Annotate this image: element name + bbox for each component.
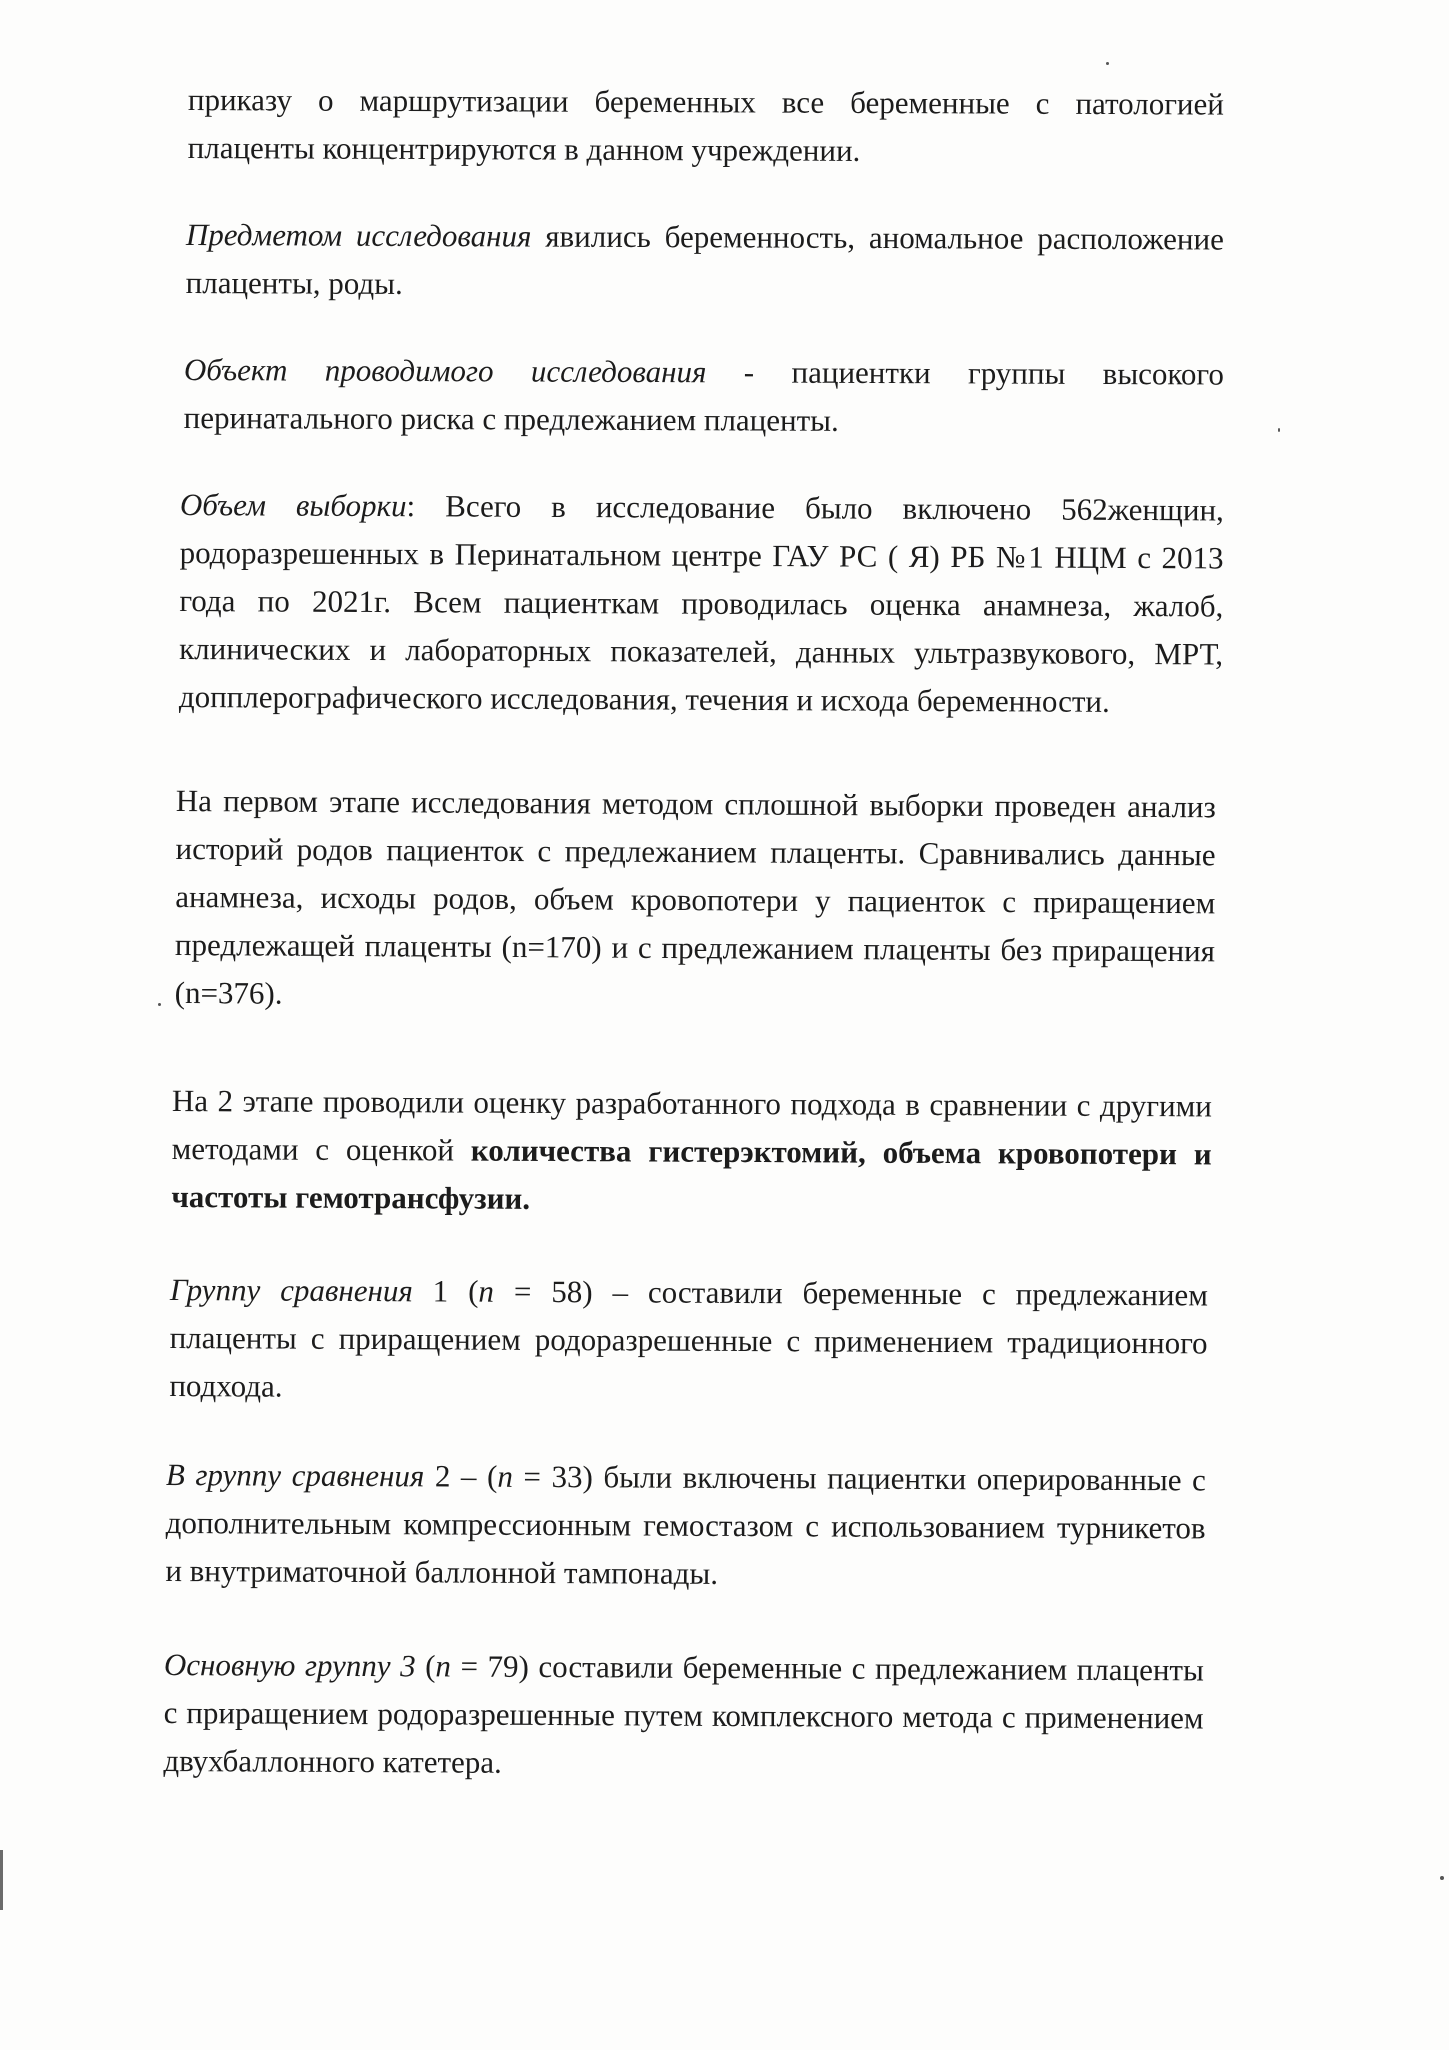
paragraph-comparison-group-1 bbox=[169, 1266, 1208, 1415]
paragraph-stage-one bbox=[175, 777, 1216, 1023]
n-letter: n bbox=[435, 1648, 452, 1684]
object-label: Объект проводимого исследования bbox=[183, 351, 707, 390]
paragraph-text: - пациентки группы высокого перинатального риска с предлежанием плаценты. bbox=[183, 354, 1224, 438]
paragraph-comparison-group-2 bbox=[165, 1451, 1206, 1600]
sample-label: Объем выборки bbox=[179, 486, 407, 524]
paragraph-subject bbox=[186, 211, 1224, 312]
paragraph-text: На первом этапе исследования методом сплошной выборки проведен анализ историй родов пациенток с предлежанием плаценты. Сравнивались данные анамнеза, исходы родов, объем кровопотери у пациенток с приращением предлежащей плаценты (n=170) и с предлежанием плаценты без приращения (n=376). bbox=[174, 782, 1216, 1011]
paragraph-main-group-3 bbox=[163, 1641, 1204, 1790]
scan-speck bbox=[158, 1003, 161, 1006]
scan-speck bbox=[1106, 62, 1109, 65]
paragraph-object bbox=[184, 346, 1224, 447]
scan-speck bbox=[1278, 428, 1280, 432]
scan-edge-mark bbox=[0, 1850, 3, 1910]
paragraph-text: = 33) были включены пациентки оперированные с дополнительным компрессионным гемостазом с использованием турникетов и внутриматочной баллонной тампонады. bbox=[165, 1458, 1206, 1591]
paragraph-text: = 79) составили беременные с предлежанием плаценты с приращением родоразрешенные путем комплексного метода с применением двухбаллонного катетера. bbox=[163, 1648, 1204, 1780]
paragraph-stage-two bbox=[171, 1077, 1212, 1226]
paragraph-text: : Всего в исследование было включено 562женщин, родоразрешенных в Перинатальном центре ГАУ РС ( Я) РБ №1 НЦМ с 2013 года по 2021г. Всем пациенткам проводилась оценка анамнеза, жалоб, клинических и лабораторных показателей, данных ультразвукового, МРТ, допплерографического исследования, течения и исхода беременности. bbox=[178, 488, 1224, 719]
group-label: В группу сравнения bbox=[165, 1456, 425, 1494]
group-number: 2 – ( bbox=[424, 1458, 498, 1494]
group-label: Основную группу 3 bbox=[163, 1646, 416, 1684]
subject-label: Предметом исследования bbox=[185, 216, 532, 254]
paragraph-routing bbox=[188, 76, 1224, 177]
n-letter: n bbox=[478, 1273, 495, 1309]
paragraph-text: = 58) – составили беременные с предлежанием плаценты с приращением родоразрешенные с применением традиционного подхода. bbox=[169, 1273, 1208, 1404]
paragraph-text: На 2 этапе проводили оценку разработанного подхода в сравнении с другими методами с оценкой bbox=[171, 1082, 1212, 1168]
paragraph-sample-size bbox=[179, 481, 1224, 726]
paragraph-text: приказу о маршрутизации беременных все беременные с патологией плаценты концентрируются в данном учреждении. bbox=[187, 81, 1224, 168]
group-number: 1 ( bbox=[412, 1273, 479, 1309]
paragraph-text: явились беременность, аномальное расположение плаценты, роды. bbox=[185, 218, 1224, 301]
n-letter: n bbox=[497, 1458, 513, 1494]
bold-outcomes: количества гистерэктомий, объема кровопотери и частоты гемотрансфузии. bbox=[171, 1132, 1212, 1216]
group-number: ( bbox=[415, 1648, 436, 1684]
scan-speck bbox=[1440, 1876, 1444, 1880]
group-label: Группу сравнения bbox=[169, 1271, 413, 1309]
